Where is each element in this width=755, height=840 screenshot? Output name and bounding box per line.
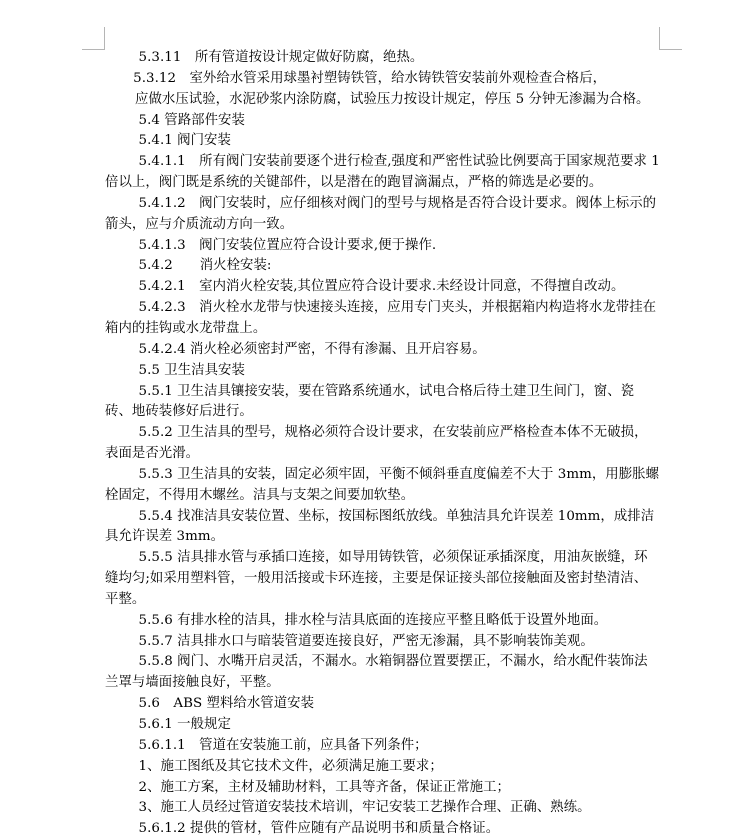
- crop-mark-top-left: [82, 49, 104, 50]
- paragraph-5-3-11: 5.3.11 所有管道按设计规定做好防腐，绝热。: [138, 50, 424, 65]
- paragraph-5-5-6: 5.5.6 有排水栓的洁具，排水栓与洁具底面的连接应平整且略低于设置外地面。: [138, 612, 608, 628]
- paragraph-5-4-2-1: 5.4.2.1 室内消火栓安装,其位置应符合设计要求.未经设计同意，不得擅自改动。: [138, 279, 625, 295]
- paragraph-5-4-1-1: 5.4.1.1 所有阀门安装前要逐个进行检查,强度和严密性试验比例要高于国家规范要求 1 倍以上，阀门既是系统的关键部件，以是潜在的跑冒滴漏点，严格的筛选是必要的。: [105, 154, 660, 191]
- list-item-1: 1、施工图纸及其它技术文件，必须满足施工要求；: [138, 758, 443, 774]
- paragraph-5-5-7: 5.5.7 洁具排水口与暗装管道要连接良好，严密无渗漏，具不影响装饰美观。: [138, 633, 594, 649]
- list-item-3: 3、施工人员经过管道安装技术培训，牢记安装工艺操作合理、正确、熟练。: [138, 800, 591, 816]
- paragraph-5-6-1-2: 5.6.1.2 提供的管材，管件应随有产品说明书和质量合格证。: [138, 821, 500, 837]
- heading-5-5: 5.5 卫生洁具安装: [138, 362, 245, 378]
- paragraph-5-5-1: 5.5.1 卫生洁具镶接安装，要在管路系统通水，试电合格后待土建卫生间门，窗、瓷砖、地砖装修好后进行。: [105, 383, 635, 420]
- list-item-2: 2、施工方案，主材及辅助材料，工具等齐备，保证正常施工；: [138, 779, 510, 795]
- crop-mark-top-right: [659, 27, 660, 50]
- crop-mark-top-right: [660, 49, 682, 50]
- paragraph-5-5-8: 5.5.8 阀门、水嘴开启灵活，不漏水。水箱铜器位置要摆正，不漏水，给水配件装饰法兰罩与墙面接触良好，平整。: [105, 654, 648, 691]
- paragraph-5-3-12: 5.3.12 室外给水管采用球墨衬塑铸铁管，给水铸铁管安装前外观检查合格后，: [133, 70, 607, 86]
- heading-5-4: 5.4 管路部件安装: [138, 112, 245, 128]
- paragraph-5-4-2-3: 5.4.2.3 消火栓水龙带与快速接头连接，应用专门夹头，并根据箱内构造将水龙带挂在箱内的挂钩或水龙带盘上。: [105, 300, 657, 336]
- heading-5-4-1: 5.4.1 阀门安装: [138, 133, 231, 149]
- crop-mark-top-left: [104, 27, 105, 50]
- paragraph-5-6-1-1: 5.6.1.1 管道在安装施工前，应具备下列条件；: [138, 737, 428, 753]
- paragraph-5-3-12-continued: 应做水压试验，水泥砂浆内涂防腐，试验压力按设计规定，停压 5 分钟无渗漏为合格。: [135, 91, 650, 107]
- paragraph-5-4-1-2: 5.4.1.2 阀门安装时，应仔细核对阀门的型号与规格是否符合设计要求。阀体上标示的箭头，应与介质流动方向一致。: [105, 195, 657, 232]
- paragraph-5-5-3: 5.5.3 卫生洁具的安装，固定必须牢固，平衡不倾斜垂直度偏差不大于 3mm，用膨胀螺栓固定，不得用木螺丝。洁具与支架之间要加软垫。: [105, 466, 660, 503]
- paragraph-5-5-2: 5.5.2 卫生洁具的型号，规格必须符合设计要求，在安装前应严格检查本体不无破损，表面是否光滑。: [105, 425, 648, 462]
- heading-5-6: 5.6 ABS 塑料给水管道安装: [138, 696, 315, 712]
- paragraph-5-4-2-4: 5.4.2.4 消火栓必须密封严密，不得有渗漏、且开启容易。: [138, 341, 486, 357]
- paragraph-5-5-5: 5.5.5 洁具排水管与承插口连接，如导用铸铁管，必须保证承插深度，用油灰嵌缝，环缝均匀;如采用塑料管，一般用活接或卡环连接，主要是保证接头部位接触面及密封垫清洁、平整。: [105, 550, 648, 607]
- document-body: [105, 48, 660, 840]
- heading-5-4-2: 5.4.2 消火栓安装:: [138, 258, 272, 274]
- paragraph-5-5-4: 5.5.4 找准洁具安装位置、坐标，按国标图纸放线。单独洁具允许误差 10mm，成排洁具允许误差 3mm。: [105, 508, 655, 545]
- heading-5-6-1: 5.6.1 一般规定: [138, 717, 231, 732]
- paragraph-5-4-1-3: 5.4.1.3 阀门安装位置应符合设计要求,便于操作.: [138, 237, 437, 253]
